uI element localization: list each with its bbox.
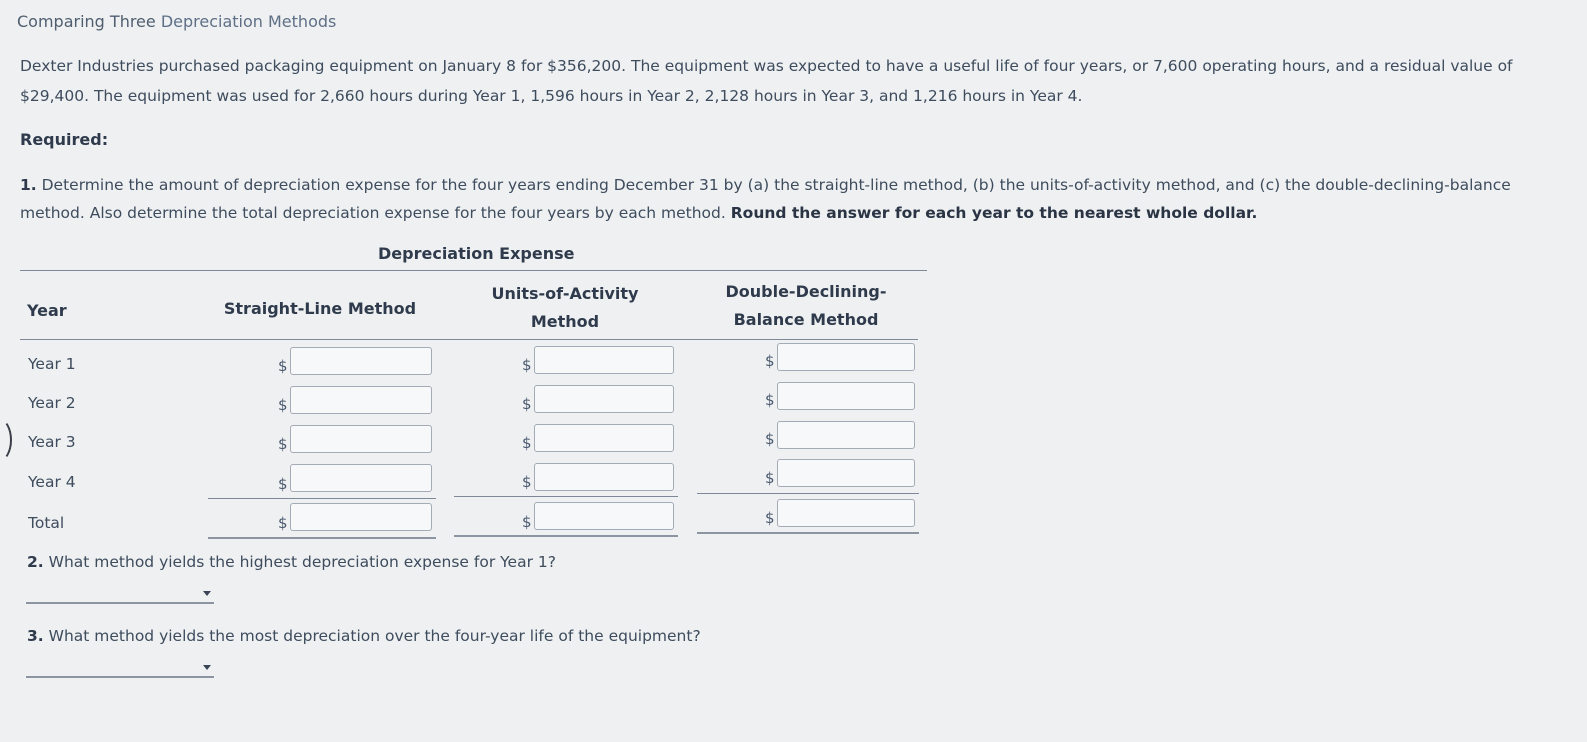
header-straight-line: Straight-Line Method [223,299,417,318]
question-3 [27,627,701,645]
question-2-text: What method yields the highest depreciation expense for Year 1? [48,553,556,571]
total-rule-ddb [697,532,919,534]
ddb-total-input[interactable] [777,499,915,527]
question-1-text: Determine the amount of depreciation expense for the four years ending December 31 by (a) the straight-line method, (b) the units-of-activity method, and (c) the double-declining-balance method. Also determine the total depreciation expense for the four years by each method. [20,176,1511,222]
row-label-year-2: Year 2 [28,394,76,412]
question-1 [20,171,1520,227]
edge-bracket-mark [0,418,12,462]
dollar-sign: $ [765,352,775,370]
header-units-line2: Method [530,312,600,331]
straight-line-total-input[interactable] [290,503,432,531]
ddb-year-2-input[interactable] [777,382,915,410]
straight-line-year-2-input[interactable] [290,386,432,414]
total-rule-units [454,535,678,537]
header-units-of-activity [450,280,680,336]
question-3-text: What method yields the most depreciation over the four-year life of the equipment? [48,627,701,645]
dollar-sign: $ [522,356,532,374]
dollar-sign: $ [765,469,775,487]
dollar-sign: $ [522,473,532,491]
subtotal-rule-ddb [697,493,919,494]
page-title-part2: Depreciation Methods [160,12,337,31]
question-2-select[interactable] [26,586,214,604]
units-year-1-input[interactable] [534,346,674,374]
dollar-sign: $ [765,430,775,448]
header-rule [20,339,918,340]
total-rule-straight-line [208,537,436,539]
header-double-declining [690,278,922,334]
straight-line-year-1-input[interactable] [290,347,432,375]
problem-intro: Dexter Industries purchased packaging equipment on January 8 for $356,200. The equipment was expected to have a useful life of four years, or 7,600 operating hours, and a residual value of $29,400. The equipment was used for 2,660 hours during Year 1, 1,596 hours in Year 2, 2,128 hours in Year 3, and 1,216 hours in Year 4. [20,57,1513,105]
ddb-year-1-input[interactable] [777,343,915,371]
dollar-sign: $ [522,434,532,452]
page-title-part1: Comparing Three [17,12,161,31]
page-title [17,12,336,31]
header-year: Year [27,301,67,320]
dollar-sign: $ [278,514,288,532]
question-2-number: 2. [27,553,44,571]
header-units-line1: Units-of-Activity [491,284,639,303]
required-heading: Required: [20,130,109,149]
subtotal-rule-straight-line [208,498,436,499]
subtotal-rule-units [454,496,678,497]
caption-rule [20,270,927,271]
chevron-down-icon[interactable] [203,591,211,596]
row-label-year-1: Year 1 [28,355,76,373]
units-year-4-input[interactable] [534,463,674,491]
units-year-2-input[interactable] [534,385,674,413]
dollar-sign: $ [278,475,288,493]
ddb-year-3-input[interactable] [777,421,915,449]
dollar-sign: $ [522,395,532,413]
dollar-sign: $ [278,357,288,375]
header-ddb-line1: Double-Declining- [725,282,887,301]
question-1-number: 1. [20,176,37,194]
row-label-year-4: Year 4 [28,473,76,491]
chevron-down-icon[interactable] [203,665,211,670]
question-1-emphasis: Round the answer for each year to the nearest whole dollar. [730,204,1258,222]
units-total-input[interactable] [534,502,674,530]
row-label-year-3: Year 3 [28,433,76,451]
question-2 [27,553,556,571]
straight-line-year-4-input[interactable] [290,464,432,492]
dollar-sign: $ [522,513,532,531]
table-caption: Depreciation Expense [378,244,575,263]
dollar-sign: $ [278,435,288,453]
units-year-3-input[interactable] [534,424,674,452]
question-3-number: 3. [27,627,44,645]
dollar-sign: $ [765,509,775,527]
row-label-total: Total [28,514,65,532]
header-ddb-line2: Balance Method [733,310,879,329]
dollar-sign: $ [765,391,775,409]
ddb-year-4-input[interactable] [777,459,915,487]
straight-line-year-3-input[interactable] [290,425,432,453]
dollar-sign: $ [278,396,288,414]
question-3-select[interactable] [26,660,214,678]
